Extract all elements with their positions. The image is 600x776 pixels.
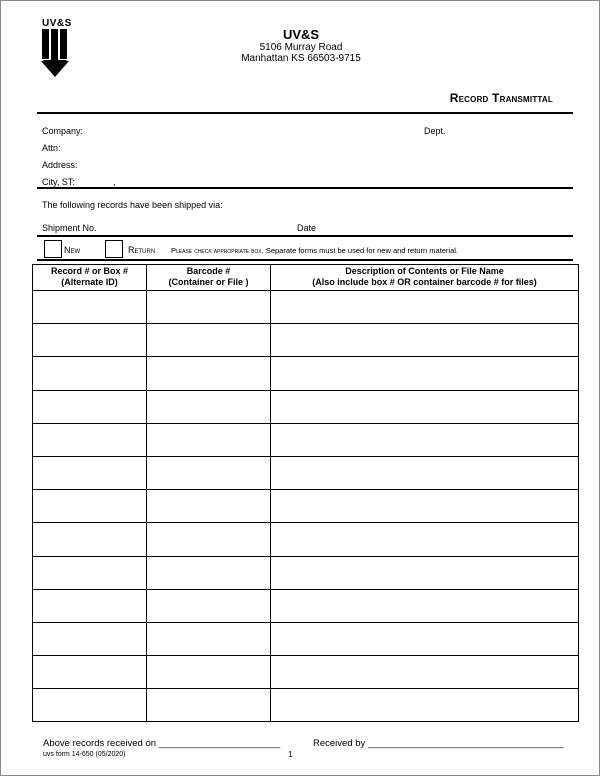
table-cell[interactable] bbox=[271, 390, 579, 423]
table-row bbox=[33, 291, 579, 324]
table-row bbox=[33, 423, 579, 456]
table-cell[interactable] bbox=[147, 423, 271, 456]
table-cell[interactable] bbox=[147, 556, 271, 589]
shipment-no-label: Shipment No. bbox=[42, 223, 97, 233]
table-cell[interactable] bbox=[147, 523, 271, 556]
col-header-line1: Barcode # bbox=[186, 266, 231, 276]
org-name: UV&S bbox=[282, 27, 320, 42]
table-row bbox=[33, 357, 579, 390]
received-by-blank[interactable]: _____________________________________ bbox=[367, 738, 564, 749]
form-title: Record Transmittal bbox=[449, 91, 553, 105]
company-label: Company: bbox=[42, 126, 84, 136]
table-cell[interactable] bbox=[147, 622, 271, 655]
table-cell[interactable] bbox=[33, 324, 147, 357]
instruction-caps: Please check appropriate box. bbox=[171, 246, 264, 255]
table-cell[interactable] bbox=[147, 589, 271, 622]
page-number: 1 bbox=[288, 749, 293, 759]
org-city: Manhattan KS 66503-9715 bbox=[241, 53, 361, 64]
return-label: Return bbox=[128, 245, 156, 255]
instruction-detail: Separate forms must be used for new and return material. bbox=[265, 246, 458, 255]
table-row bbox=[33, 556, 579, 589]
table-cell[interactable] bbox=[271, 357, 579, 390]
city-separator: , bbox=[113, 177, 116, 187]
table-cell[interactable] bbox=[33, 556, 147, 589]
col-header-line2: (Container or File ) bbox=[168, 277, 249, 287]
table-cell[interactable] bbox=[33, 589, 147, 622]
table-cell[interactable] bbox=[33, 456, 147, 489]
col-header-line1: Description of Contents or File Name bbox=[345, 266, 504, 276]
table-cell[interactable] bbox=[33, 490, 147, 523]
table-row bbox=[33, 689, 579, 722]
table-row bbox=[33, 324, 579, 357]
table-cell[interactable] bbox=[147, 490, 271, 523]
dept-label: Dept. bbox=[424, 126, 446, 136]
table-cell[interactable] bbox=[147, 390, 271, 423]
form-number: uvs form 14-650 (05/2020) bbox=[43, 751, 126, 758]
col-header-line2: (Also include box # OR container barcode # for files) bbox=[312, 277, 537, 287]
received-on-field bbox=[43, 738, 280, 749]
col-header-line1: Record # or Box # bbox=[50, 266, 129, 276]
table-row bbox=[33, 390, 579, 423]
table-cell[interactable] bbox=[147, 324, 271, 357]
table-cell[interactable] bbox=[271, 689, 579, 722]
table-cell[interactable] bbox=[147, 291, 271, 324]
table-cell[interactable] bbox=[271, 456, 579, 489]
table-row bbox=[33, 523, 579, 556]
options-divider bbox=[37, 259, 573, 261]
table-row bbox=[33, 589, 579, 622]
title-divider bbox=[37, 112, 573, 114]
instruction-text bbox=[171, 246, 458, 255]
table-cell[interactable] bbox=[33, 523, 147, 556]
table-cell[interactable] bbox=[271, 589, 579, 622]
org-address: 5106 Murray Road bbox=[259, 42, 343, 53]
return-checkbox[interactable] bbox=[105, 240, 123, 258]
shipping-divider bbox=[37, 235, 573, 237]
col-header-description bbox=[271, 265, 579, 291]
received-on-label: Above records received on bbox=[43, 738, 157, 749]
attn-label: Attn: bbox=[42, 143, 61, 153]
table-cell[interactable] bbox=[33, 656, 147, 689]
table-cell[interactable] bbox=[33, 689, 147, 722]
col-header-line2: (Alternate ID) bbox=[61, 277, 118, 287]
table-cell[interactable] bbox=[33, 622, 147, 655]
received-on-blank[interactable]: _______________________ bbox=[158, 738, 281, 749]
table-row bbox=[33, 622, 579, 655]
table-cell[interactable] bbox=[33, 423, 147, 456]
table-cell[interactable] bbox=[271, 656, 579, 689]
table-header-row bbox=[33, 265, 579, 291]
received-by-label: Received by bbox=[313, 738, 366, 749]
table-row bbox=[33, 490, 579, 523]
table-cell[interactable] bbox=[271, 423, 579, 456]
table-cell[interactable] bbox=[147, 357, 271, 390]
table-cell[interactable] bbox=[33, 291, 147, 324]
table-cell[interactable] bbox=[271, 622, 579, 655]
table-row bbox=[33, 456, 579, 489]
city-label: City, ST: bbox=[42, 177, 75, 187]
new-label: New bbox=[64, 245, 81, 255]
logo-text: UV&S bbox=[42, 18, 72, 29]
new-checkbox[interactable] bbox=[44, 240, 62, 258]
table-cell[interactable] bbox=[147, 689, 271, 722]
table-cell[interactable] bbox=[147, 656, 271, 689]
shipping-intro: The following records have been shipped via: bbox=[42, 200, 223, 210]
table-cell[interactable] bbox=[271, 291, 579, 324]
address-divider bbox=[37, 187, 573, 189]
table-cell[interactable] bbox=[33, 357, 147, 390]
table-row bbox=[33, 656, 579, 689]
table-cell[interactable] bbox=[271, 556, 579, 589]
received-by-field bbox=[313, 738, 563, 749]
records-table bbox=[32, 264, 579, 722]
table-cell[interactable] bbox=[271, 490, 579, 523]
table-body bbox=[33, 291, 579, 722]
table-cell[interactable] bbox=[271, 523, 579, 556]
table-cell[interactable] bbox=[271, 324, 579, 357]
table-cell[interactable] bbox=[33, 390, 147, 423]
col-header-barcode bbox=[147, 265, 271, 291]
date-label: Date bbox=[297, 223, 317, 233]
address-label: Address: bbox=[42, 160, 78, 170]
col-header-record bbox=[33, 265, 147, 291]
table-cell[interactable] bbox=[147, 456, 271, 489]
